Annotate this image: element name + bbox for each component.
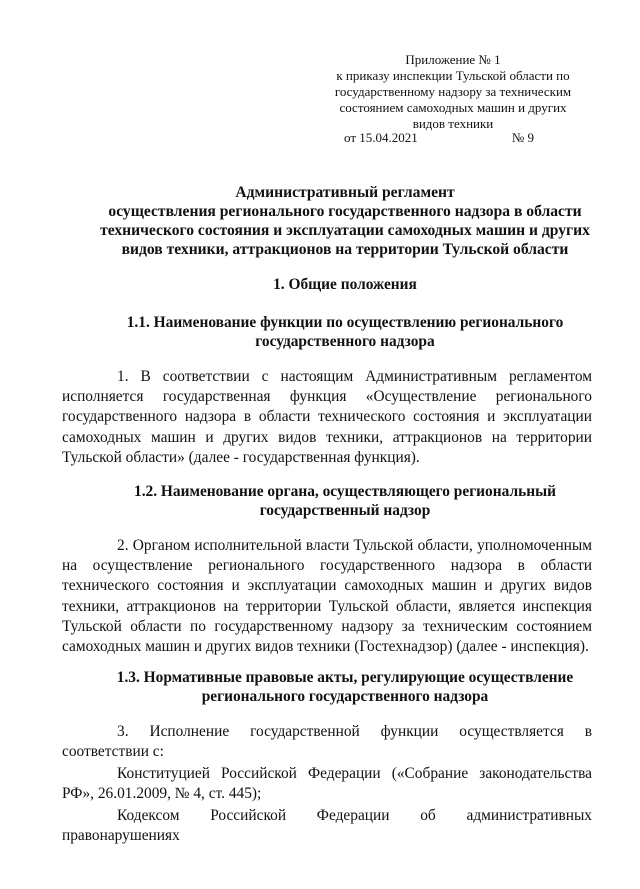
section-heading-line: регионального государственного надзора bbox=[201, 688, 489, 705]
annex-line: состоянием самоходных машин и других bbox=[339, 100, 567, 115]
section-1-heading bbox=[80, 275, 610, 294]
section-heading-line: 1.3. Нормативные правовые акты, регулирующие осуществление bbox=[116, 669, 574, 686]
annex-line: государственному надзору за техническим bbox=[334, 84, 572, 99]
section-heading-line: государственного надзора bbox=[255, 333, 435, 350]
section-1-3-heading bbox=[80, 668, 610, 706]
section-1-2-heading bbox=[80, 482, 610, 520]
paragraph-3: 3. Исполнение государственной функции осуществляется в соответствии с: bbox=[62, 723, 592, 761]
document-title bbox=[80, 183, 610, 259]
annex-line: Приложение № 1 bbox=[405, 52, 501, 67]
title-line: технического состояния и эксплуатации самоходных машин и других bbox=[100, 222, 590, 239]
annex-line: видов техники bbox=[412, 116, 494, 131]
annex-date-row bbox=[344, 130, 534, 146]
annex-date: от 15.04.2021 bbox=[344, 130, 418, 145]
paragraph-1: 1. В соответствии с настоящим Административным регламентом исполняется государственная функция «Осуществление регионального государственного надзора в области технического состояния и эксплуатации самоходных машин и других видов техники, аттракционов на территории Тульской области» (далее - государственная функция). bbox=[62, 368, 592, 466]
section-heading-text: 1. Общие положения bbox=[273, 276, 417, 293]
section-heading-line: 1.1. Наименование функции по осуществлению регионального bbox=[126, 314, 564, 331]
annex-number: № 9 bbox=[511, 130, 534, 145]
paragraph-5: Кодексом Российской Федерации об административных правонарушениях bbox=[62, 807, 592, 845]
annex-header bbox=[318, 52, 588, 132]
title-line: осуществления регионального государственного надзора в области bbox=[108, 203, 582, 220]
title-line: Административный регламент bbox=[235, 184, 455, 201]
section-1-1-heading bbox=[80, 313, 610, 351]
title-line: видов техники, аттракционов на территории Тульской области bbox=[121, 241, 569, 258]
paragraph-2: 2. Органом исполнительной власти Тульской области, уполномоченным на осуществление регионального государственного надзора в области технического состояния и эксплуатации самоходных машин и других видов техники, аттракционов на территории Тульской области, является инспекция Тульской области по государственному надзору за техническим состоянием самоходных машин и других видов техники (Гостехнадзор) (далее - инспекция). bbox=[62, 537, 592, 656]
section-heading-line: 1.2. Наименование органа, осуществляющего региональный bbox=[134, 483, 556, 500]
section-heading-line: государственный надзор bbox=[259, 502, 431, 519]
annex-line: к приказу инспекции Тульской области по bbox=[336, 68, 570, 83]
paragraph-4: Конституцией Российской Федерации («Собрание законодательства РФ», 26.01.2009, № 4, ст. 445); bbox=[62, 765, 592, 803]
